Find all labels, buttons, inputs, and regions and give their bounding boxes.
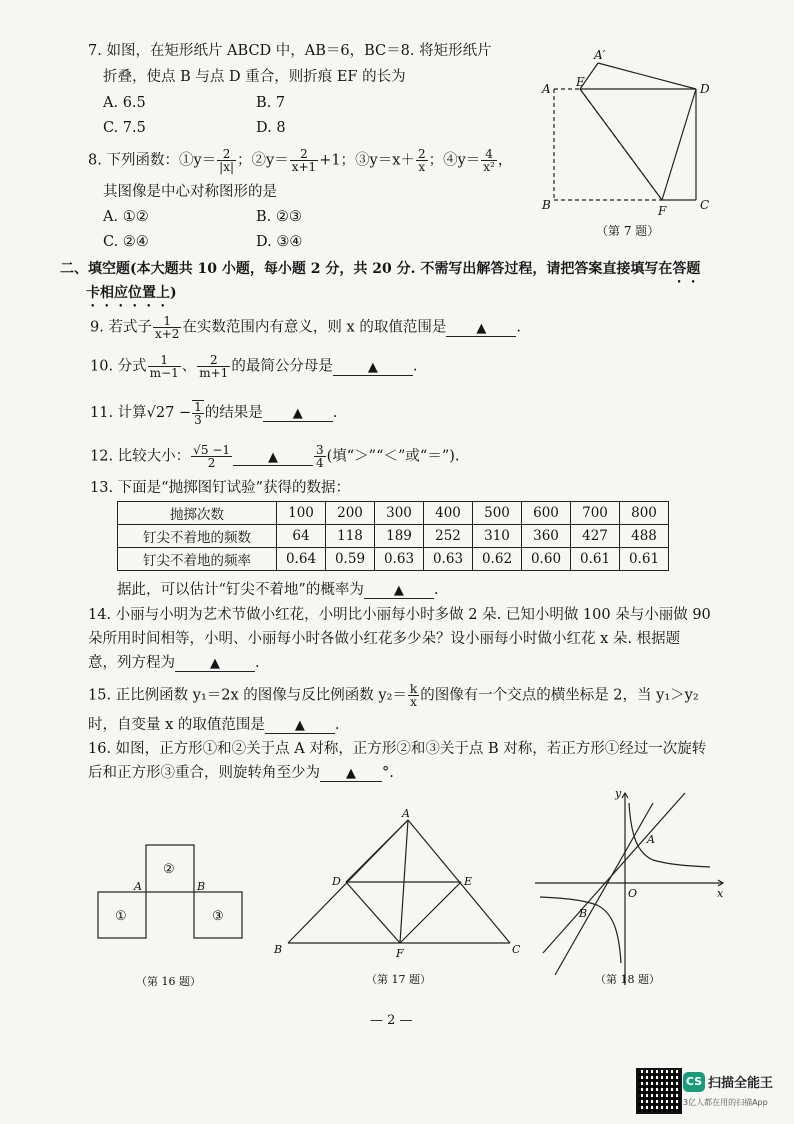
- q7-label-d: D: [700, 82, 710, 96]
- q16-end: °.: [382, 765, 394, 781]
- q16-line2-text: 后和正方形③重合，则旋转角至少为: [88, 765, 320, 781]
- q8-f1-num: 2: [217, 148, 236, 161]
- q8-f3-prefix: ③y＝x＋: [355, 152, 415, 169]
- q8-line1: [88, 148, 512, 173]
- q12-pre: 12. 比较大小：: [90, 448, 191, 465]
- f17-label-c: C: [512, 943, 521, 956]
- q12-f2-num: 3: [315, 443, 324, 457]
- q8-f1-den: |x|: [219, 160, 235, 174]
- f17-caption: （第 17 题）: [366, 973, 431, 986]
- f16-label-3: ③: [212, 909, 224, 924]
- q13-row-header: 抛掷次数: [118, 502, 277, 525]
- q14-answer-blank[interactable]: [175, 656, 255, 672]
- q16-line2: [88, 762, 394, 784]
- q13-row-header: 钉尖不着地的频率: [118, 548, 277, 571]
- q14-line2: 朵所用时间相等，小明、小丽每小时各做小红花多少朵？设小丽每小时做小红花 x 朵. 根据题: [88, 631, 681, 647]
- q8-f4-num: 4: [481, 148, 497, 161]
- q15-line1a: 15. 正比例函数 y₁＝2x 的图像与反比例函数 y₂＝: [88, 687, 407, 704]
- q7-label-e: E: [576, 75, 585, 89]
- scanner-tagline: 3亿人都在用的扫描App: [683, 1098, 768, 1107]
- q13-data-table: [117, 501, 669, 571]
- q13-after: [117, 579, 438, 601]
- q13-table-row: [118, 548, 669, 571]
- q14-line3-text: 意，列方程为: [88, 655, 175, 671]
- f18-label-o: O: [628, 887, 638, 900]
- q14-line3: [88, 652, 260, 674]
- q16-triangle-mark: ▲: [346, 766, 356, 781]
- q10-f1: [148, 354, 181, 379]
- q7-segment-fd: [662, 89, 696, 200]
- q13-table-cell: 360: [522, 525, 571, 548]
- q8-f2-den: x+1: [291, 160, 317, 174]
- q14-triangle-mark: ▲: [210, 656, 220, 671]
- q15-triangle-mark: ▲: [294, 718, 305, 733]
- q8-f3-fraction: [416, 148, 428, 173]
- q8-line2: 其图像是中心对称图形的是: [103, 184, 277, 200]
- q7-line2: 折叠，使点 B 与点 D 重合，则折痕 EF 的长为: [103, 69, 406, 85]
- q13-row-header: 钉尖不着地的频数: [118, 525, 277, 548]
- q8-f1-fraction: [217, 148, 236, 173]
- q13-table-cell: 0.61: [571, 548, 620, 571]
- qr-code-icon: [636, 1068, 682, 1114]
- q15-line2: [88, 714, 340, 736]
- q8-f3-den: x: [418, 160, 426, 174]
- q13-table-cell: 300: [375, 502, 424, 525]
- q13-answer-blank[interactable]: [364, 583, 434, 599]
- q10-end: .: [412, 358, 418, 375]
- q16-line1: 16. 如图，正方形①和②关于点 A 对称，正方形②和③关于点 B 对称，若正方形①经过一次旋转: [88, 741, 707, 757]
- q8-f2-fraction: [290, 148, 318, 173]
- q10-f2-den: m+1: [199, 366, 229, 380]
- q13-table-cell: 0.63: [375, 548, 424, 571]
- q13-table-row: [118, 502, 669, 525]
- q7-segment-ef: [580, 89, 662, 200]
- q12-f1: [191, 444, 232, 469]
- q13-table-cell: 200: [326, 502, 375, 525]
- f16-caption: （第 16 题）: [136, 975, 201, 988]
- q10: [90, 354, 417, 379]
- figure-16: [90, 835, 260, 995]
- f18-caption: （第 18 题）: [595, 973, 660, 986]
- q13-table-cell: 0.59: [326, 548, 375, 571]
- section2-title-emphasis: 答题: [672, 261, 701, 277]
- q10-post: 的最简公分母是: [231, 358, 333, 375]
- q15-num: k: [409, 682, 418, 696]
- page-number: — 2 —: [370, 1013, 413, 1028]
- q12: [90, 444, 460, 469]
- q8-f3-num: 2: [417, 147, 426, 161]
- q13-table-cell: 310: [473, 525, 522, 548]
- q10-f1-den: m−1: [149, 366, 179, 380]
- q13-table-cell: 700: [571, 502, 620, 525]
- q12-f2: [314, 444, 326, 469]
- f17-label-b: B: [274, 943, 283, 956]
- f17-label-a: A: [402, 807, 410, 820]
- f18-line-1: [543, 793, 685, 953]
- q8-f2-tail: +1；: [319, 152, 356, 169]
- q12-post: (填“＞”“＜”或“＝”).: [326, 448, 460, 465]
- q14-line1: 14. 小丽与小明为艺术节做小红花，小明比小丽每小时多做 2 朵. 已知小明做 100 朵与小丽做 90: [88, 607, 711, 623]
- f17-segment-ef: [400, 882, 461, 943]
- q13-table-cell: 800: [620, 502, 669, 525]
- q7-caption: （第 7 题）: [596, 224, 660, 238]
- q10-f1-num: 1: [148, 354, 181, 367]
- q13-table-cell: 64: [277, 525, 326, 548]
- q13-triangle-mark: ▲: [393, 583, 404, 598]
- q8-f4-tail: ，: [497, 152, 513, 169]
- q9-post: 在实数范围内有意义，则 x 的取值范围是: [182, 319, 447, 336]
- q11-pre: 11. 计算√27 −: [90, 405, 192, 421]
- f16-label-1: ①: [115, 909, 127, 924]
- q8-f2-prefix: ；②y＝: [237, 152, 289, 169]
- figure-18: [535, 785, 735, 995]
- q16-answer-blank[interactable]: [320, 766, 382, 782]
- q13-table-cell: 600: [522, 502, 571, 525]
- q7-option-b: B. 7: [256, 95, 286, 111]
- f17-label-d: D: [332, 875, 341, 888]
- q12-triangle-mark: ▲: [267, 449, 278, 465]
- q8-f4-fraction: [481, 148, 497, 173]
- q7-line1: 7. 如图，在矩形纸片 ABCD 中，AB＝6，BC＝8. 将矩形纸片: [88, 43, 492, 59]
- q13-table-row: [118, 525, 669, 548]
- q12-f1-num: √5 −1: [193, 443, 230, 457]
- f17-segment-df: [346, 882, 400, 943]
- q13-table-cell: 400: [424, 502, 473, 525]
- q9-pre: 9. 若式子: [90, 319, 152, 336]
- q9-triangle-mark: ▲: [476, 320, 487, 336]
- scanner-app-name: 扫描全能王: [708, 1076, 774, 1091]
- q11-num: 1: [194, 400, 202, 414]
- f18-label-b: B: [579, 907, 588, 920]
- q12-f2-den: 4: [315, 456, 324, 470]
- q7-option-a: A. 6.5: [103, 95, 146, 111]
- q15-line2-text: 时，自变量 x 的取值范围是: [88, 717, 265, 733]
- section2-title-text: 二、填空题(本大题共 10 小题，每小题 2 分，共 20 分. 不需写出解答过程，请把答案直接填写在: [60, 261, 673, 277]
- q15-answer-blank[interactable]: [265, 718, 335, 734]
- q8-option-a: A. ①②: [103, 209, 149, 225]
- q11-end: .: [332, 405, 338, 421]
- q8-option-d: D. ③④: [256, 234, 303, 250]
- q13-table-cell: 0.63: [424, 548, 473, 571]
- q13-table-cell: 189: [375, 525, 424, 548]
- f16-label-b: B: [197, 880, 206, 893]
- q8-option-c: C. ②④: [103, 234, 149, 250]
- section2-line2-tail: ): [170, 285, 177, 301]
- q11: [90, 400, 337, 426]
- f18-label-a: A: [647, 833, 655, 846]
- q15-line1: [88, 683, 699, 708]
- q10-answer-blank[interactable]: [333, 360, 413, 376]
- q11-den: 3: [194, 413, 202, 427]
- q15-line1b: 的图像有一个交点的横坐标是 2，当 y₁＞y₂: [420, 687, 699, 704]
- q15-den: x: [410, 695, 417, 709]
- q12-answer-blank[interactable]: [233, 450, 313, 466]
- figure-17: [270, 805, 530, 995]
- q13-end: .: [433, 582, 439, 598]
- q13-intro: 13. 下面是“抛掷图钉试验”获得的数据：: [90, 480, 350, 496]
- q7-label-f: F: [658, 204, 667, 218]
- q7-label-a: A: [542, 82, 551, 96]
- q10-f2: [197, 354, 230, 379]
- q9-fraction: [153, 315, 181, 340]
- q13-table-cell: 427: [571, 525, 620, 548]
- q9-answer-blank[interactable]: [446, 321, 516, 337]
- q9-den: x+2: [154, 327, 180, 341]
- q13-after-text: 据此，可以估计“钉尖不着地”的概率为: [117, 582, 364, 598]
- q13-table-cell: 500: [473, 502, 522, 525]
- q13-table-cell: 100: [277, 502, 326, 525]
- q9: [90, 315, 521, 340]
- scanner-logo-icon: CS: [683, 1072, 705, 1092]
- q7-label-b: B: [542, 198, 551, 212]
- f16-label-a: A: [134, 880, 142, 893]
- section2-line2-emphasis: 卡相应位置上: [86, 285, 170, 301]
- q8-f4-den: x²: [483, 160, 495, 174]
- section2-line2: [86, 282, 177, 310]
- q11-sqrt-fraction: [192, 400, 204, 426]
- q13-table-cell: 488: [620, 525, 669, 548]
- q11-triangle-mark: ▲: [292, 406, 303, 421]
- q7-segment-a-prime-d: [598, 63, 696, 89]
- q7-figure: [530, 45, 740, 240]
- q13-table-cell: 0.61: [620, 548, 669, 571]
- q13-table-cell: 0.62: [473, 548, 522, 571]
- f17-segment-ad: [346, 820, 408, 882]
- f18-hyperbola-upper: [629, 803, 710, 867]
- q9-end: .: [516, 319, 521, 336]
- f18-label-x: x: [717, 887, 724, 900]
- q13-table-cell: 252: [424, 525, 473, 548]
- q10-triangle-mark: ▲: [367, 359, 378, 375]
- q8-number: 8. 下列函数：: [88, 152, 179, 169]
- q7-option-d: D. 8: [256, 120, 286, 136]
- q8-f1-prefix: ①y＝: [178, 152, 217, 169]
- q14-end: .: [255, 655, 260, 671]
- q15-end: .: [334, 717, 340, 733]
- q10-sep: 、: [181, 358, 197, 375]
- q8-f4-prefix: ；④y＝: [428, 152, 481, 169]
- q11-answer-blank[interactable]: [263, 406, 333, 422]
- q10-f2-num: 2: [197, 354, 230, 367]
- q12-f1-den: 2: [207, 456, 216, 470]
- f16-label-2: ②: [163, 862, 175, 877]
- q8-option-b: B. ②③: [256, 209, 302, 225]
- q9-num: 1: [153, 315, 181, 328]
- q13-table-cell: 0.60: [522, 548, 571, 571]
- f18-line-2: [555, 803, 653, 975]
- f18-label-y: y: [615, 787, 622, 800]
- q7-option-c: C. 7.5: [103, 120, 146, 136]
- f17-label-f: F: [396, 947, 404, 960]
- q10-pre: 10. 分式: [90, 358, 147, 375]
- q15-fraction: [408, 683, 419, 708]
- q11-post: 的结果是: [204, 405, 263, 421]
- q8-f2-num: 2: [290, 148, 318, 161]
- q13-table-cell: 0.64: [277, 548, 326, 571]
- q7-label-a-prime: A′: [594, 48, 606, 62]
- f17-label-e: E: [464, 875, 473, 888]
- q7-label-c: C: [700, 198, 710, 212]
- q13-table-cell: 118: [326, 525, 375, 548]
